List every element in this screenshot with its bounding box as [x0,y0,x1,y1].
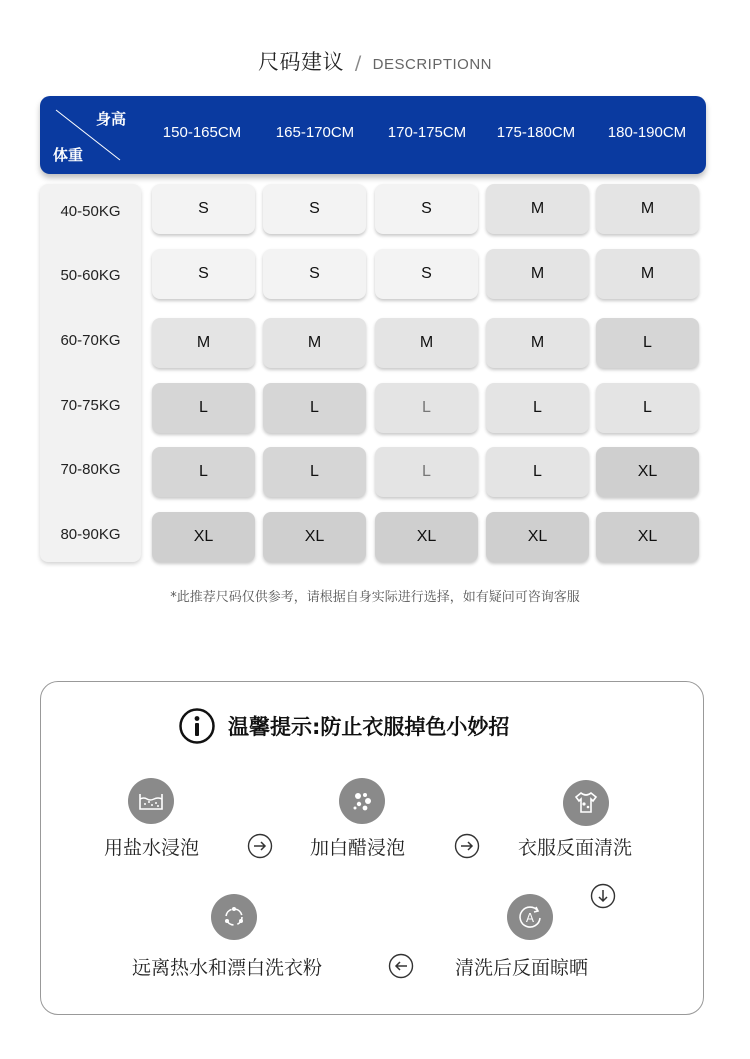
size-table-header [40,96,706,174]
size-cell: S [375,184,478,234]
title-separator: / [354,52,362,74]
column-header: 180-190CM [607,124,687,141]
title-en: DESCRIPTIONN [372,56,492,73]
size-cell: L [263,447,366,497]
row-label: 70-80KG [60,461,121,478]
size-cell: XL [486,512,589,562]
size-cell: L [596,383,699,433]
size-cell: L [486,383,589,433]
size-cell: XL [152,512,255,562]
column-header: 165-170CM [275,124,355,141]
arrow-left-icon [388,953,414,979]
header-corner [40,96,140,174]
step-label: 加白醋浸泡 [310,837,406,859]
step-label: 远离热水和漂白洗衣粉 [132,957,323,979]
page-title [0,46,750,76]
size-cell: M [375,318,478,368]
svg-text:A: A [525,911,535,925]
height-label: 身高 [96,110,127,128]
column-header: 175-180CM [496,124,576,141]
size-cell: M [486,249,589,299]
size-cell: L [152,447,255,497]
size-cell: M [152,318,255,368]
row-label: 40-50KG [60,203,121,220]
arrow-down-icon [590,883,616,909]
size-cell: L [263,383,366,433]
size-cell: S [263,249,366,299]
size-cell: M [263,318,366,368]
row-label: 60-70KG [60,332,121,349]
size-cell: M [596,184,699,234]
step-label: 衣服反面清洗 [518,837,633,859]
row-label: 70-75KG [60,397,121,414]
size-cell: XL [596,512,699,562]
size-cell: L [152,383,255,433]
title-zh: 尺码建议 [258,50,345,74]
size-cell: L [596,318,699,368]
size-cell: M [486,184,589,234]
tips-title: 温馨提示:防止衣服掉色小妙招 [228,715,510,739]
step-label: 清洗后反面晾晒 [455,957,589,979]
size-cell: L [375,383,478,433]
size-note: *此推荐尺码仅供参考，请根据自身实际进行选择，如有疑问可咨询客服 [170,590,580,605]
salt-water-icon [128,778,174,824]
arrow-right-icon [454,833,480,859]
size-cell: XL [263,512,366,562]
column-header: 170-175CM [387,124,467,141]
size-cell: S [375,249,478,299]
info-icon [178,707,216,745]
size-cell: S [152,184,255,234]
row-label: 80-90KG [60,526,121,543]
vinegar-icon [339,778,385,824]
shirt-icon [563,780,609,826]
size-cell: M [486,318,589,368]
size-cell: S [263,184,366,234]
weight-label: 体重 [53,146,84,164]
step-label: 用盐水浸泡 [104,837,200,859]
arrow-right-icon [247,833,273,859]
size-cell: XL [596,447,699,497]
size-cell: L [375,447,478,497]
tips-heading [178,707,509,745]
column-header: 150-165CM [162,124,242,141]
size-cell: S [152,249,255,299]
size-cell: M [596,249,699,299]
weight-column [40,184,141,562]
row-label: 50-60KG [60,267,121,284]
size-cell: L [486,447,589,497]
size-cell: XL [375,512,478,562]
dry-icon [507,894,553,940]
cycle-icon [211,894,257,940]
